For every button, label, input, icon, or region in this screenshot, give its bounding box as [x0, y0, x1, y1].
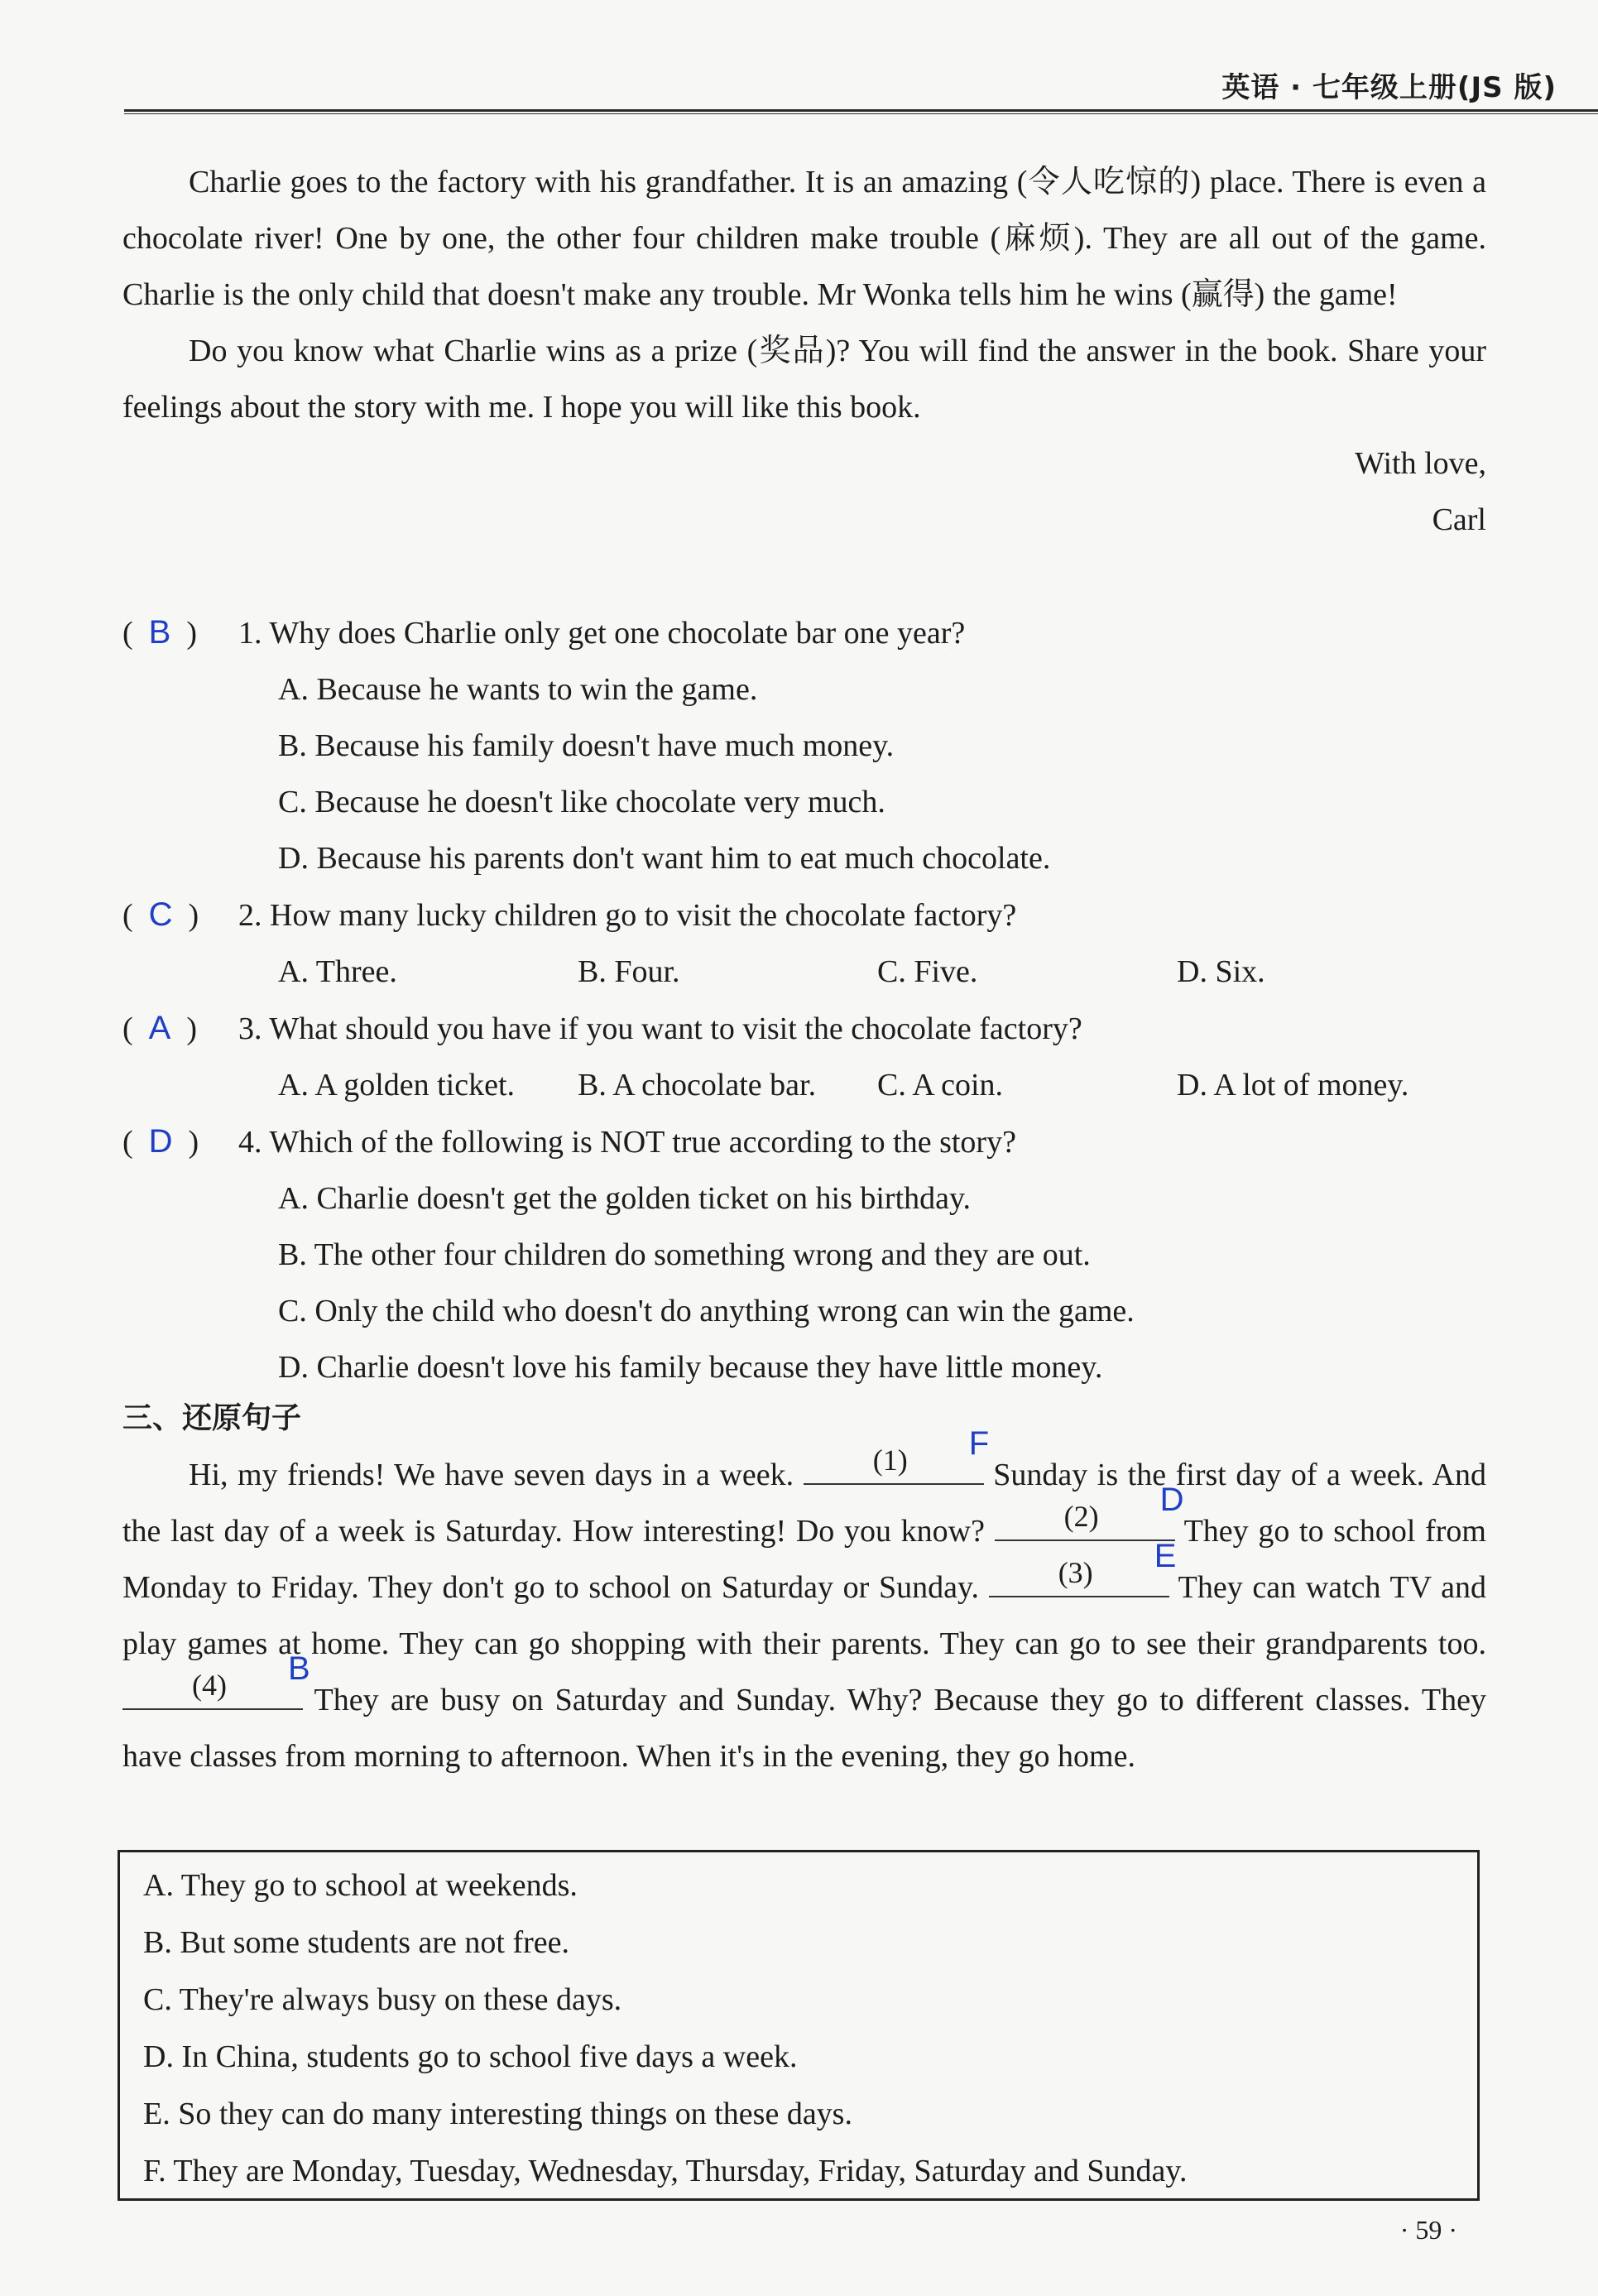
- question-2: [122, 886, 1486, 944]
- header-rule: [124, 109, 1598, 112]
- choice-item: B. But some students are not free.: [143, 1925, 570, 1960]
- question-stem: 1. Why does Charlie only get one chocolate bar one year?: [238, 616, 966, 651]
- option: A. Because he wants to win the game.: [278, 672, 758, 707]
- option: B. The other four children do something wrong and they are out.: [278, 1237, 1091, 1272]
- page-number: · 59 ·: [1399, 2215, 1457, 2245]
- option: C. Five.: [877, 954, 978, 989]
- blank-answer: D: [1159, 1482, 1184, 1518]
- book-header-title: 英语 · 七年级上册(JS 版): [1221, 71, 1557, 104]
- fill-text: Hi, my friends! We have seven days in a week.: [189, 1458, 794, 1492]
- fill-passage: [122, 1425, 1487, 1784]
- option: D. Charlie doesn't love his family because they have little money.: [278, 1350, 1103, 1385]
- fill-text: They can watch TV and play games at home. They can go shopping with their parents. They can go to see their grandparents too.: [122, 1570, 1486, 1661]
- blank-3[interactable]: [989, 1538, 1177, 1597]
- section-title: 三、还原句子: [122, 1401, 302, 1435]
- passage-paragraph: Do you know what Charlie wins as a prize (奖品)? You will find the answer in the book. Share your feelings about the story with me. I hope you will like this book.: [122, 334, 1486, 425]
- blank-number: (1): [872, 1443, 908, 1477]
- fill-text: Sunday is the first day of a week. And the last day of a week is Saturday. How interesting! Do you know?: [122, 1458, 1487, 1549]
- fill-text: They go to school from Monday to Friday. They don't go to school on Saturday or Sunday.: [122, 1514, 1486, 1605]
- blank-4[interactable]: [122, 1650, 310, 1710]
- fill-text: They are busy on Saturday and Sunday. Why? Because they go to different classes. They have classes from morning to afternoon. When it's in the evening, they go home.: [122, 1683, 1486, 1774]
- choices-box: [118, 1850, 1480, 2201]
- choice-item: F. They are Monday, Tuesday, Wednesday, Thursday, Friday, Saturday and Sunday.: [143, 2154, 1188, 2188]
- fill-paragraph: [122, 1425, 1487, 1784]
- question-stem: 3. What should you have if you want to visit the chocolate factory?: [238, 1011, 1082, 1046]
- blank-answer: B: [288, 1650, 310, 1687]
- blank-answer: E: [1154, 1538, 1177, 1574]
- question-1: [122, 604, 1486, 661]
- choice-item: E. So they can do many interesting things on these days.: [143, 2097, 852, 2131]
- option-row: [122, 1057, 1486, 1113]
- question-list: [122, 604, 1486, 1395]
- blank-number: (2): [1063, 1500, 1099, 1533]
- option: C. Only the child who doesn't do anything wrong can win the game.: [278, 1294, 1135, 1328]
- option: D. A lot of money.: [1177, 1068, 1409, 1102]
- answer-mark: A: [148, 1010, 171, 1046]
- blank-1[interactable]: [804, 1425, 990, 1485]
- option: A. A golden ticket.: [278, 1068, 516, 1102]
- letter-signature: Carl: [1432, 502, 1486, 537]
- answer-bracket: ( D ): [122, 1123, 199, 1160]
- option: C. Because he doesn't like chocolate very much.: [278, 785, 885, 819]
- question-stem: 4. Which of the following is NOT true according to the story?: [238, 1125, 1016, 1160]
- option: B. Four.: [578, 954, 680, 989]
- letter-closing: With love,: [1355, 446, 1486, 481]
- option: A. Charlie doesn't get the golden ticket on his birthday.: [278, 1181, 972, 1216]
- option: A. Three.: [278, 954, 397, 989]
- question-stem: 2. How many lucky children go to visit the chocolate factory?: [238, 898, 1017, 933]
- option: D. Six.: [1177, 954, 1265, 989]
- option: C. A coin.: [877, 1068, 1004, 1102]
- answer-mark: B: [148, 614, 171, 651]
- answer-mark: C: [148, 896, 173, 933]
- option: B. Because his family doesn't have much money.: [278, 728, 895, 763]
- blank-answer: F: [968, 1425, 990, 1462]
- header-rule-thin: [124, 113, 1598, 114]
- choice-item: A. They go to school at weekends.: [143, 1868, 578, 1903]
- choice-item: D. In China, students go to school five days a week.: [143, 2039, 798, 2074]
- answer-bracket: ( C ): [122, 896, 199, 933]
- blank-number: (4): [192, 1669, 227, 1702]
- answer-bracket: ( A ): [122, 1010, 197, 1046]
- option: B. A chocolate bar.: [578, 1068, 817, 1102]
- option-row: [122, 944, 1486, 1000]
- answer-bracket: ( B ): [122, 614, 197, 651]
- question-3: [122, 1000, 1486, 1057]
- question-4: [122, 1113, 1486, 1170]
- blank-number: (3): [1058, 1556, 1093, 1589]
- reading-passage: [122, 154, 1486, 548]
- choice-item: C. They're always busy on these days.: [143, 1982, 622, 2017]
- passage-paragraph: Charlie goes to the factory with his grandfather. It is an amazing (令人吃惊的) place. There is even a chocolate river! One by one, the other four children make trouble (麻烦). They are all out of the game. Charlie is the only child that doesn't make any trouble. Mr Wonka tells him he wins (赢得) the game!: [122, 165, 1486, 312]
- option: D. Because his parents don't want him to eat much chocolate.: [278, 841, 1051, 876]
- answer-mark: D: [148, 1123, 173, 1160]
